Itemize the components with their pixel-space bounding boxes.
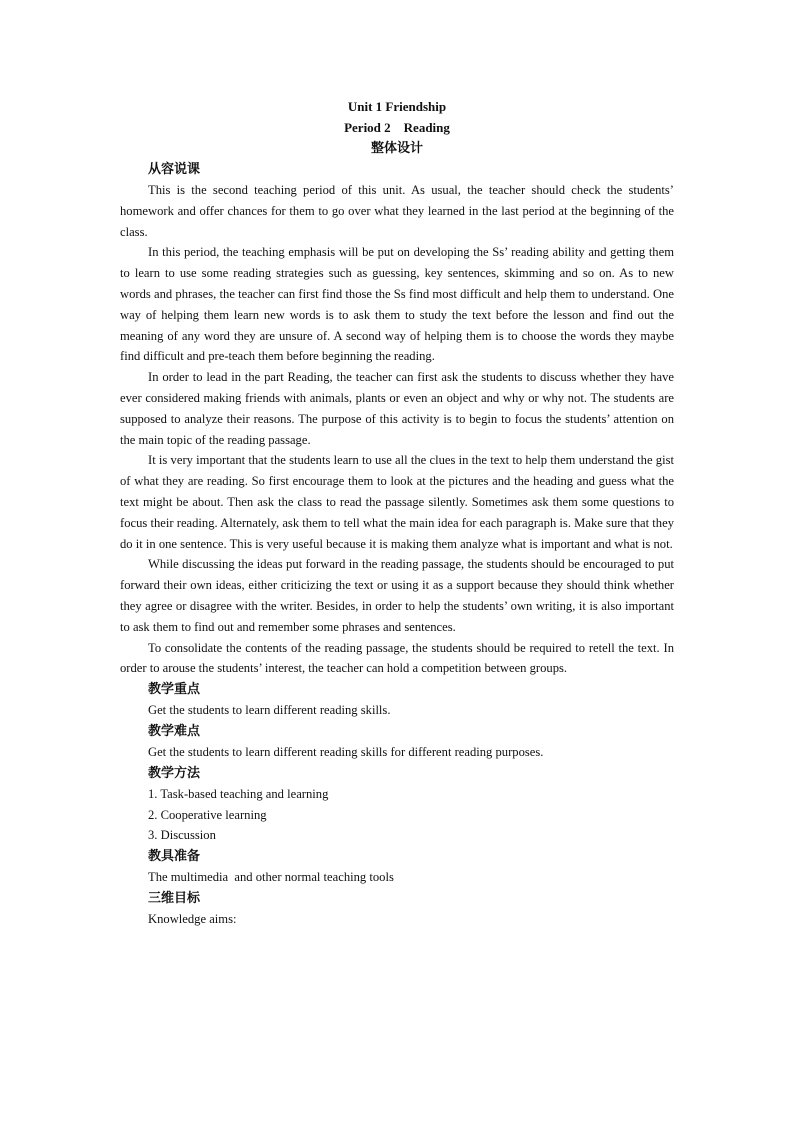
methods-heading: 教学方法 <box>148 765 201 781</box>
overview-heading: 从容说课 <box>148 162 201 177</box>
overview-paragraph-1: This is the second teaching period of this unit. As usual, the teacher should check the students’ homework and offer chances for them to go over what they learned in the last period at the beginning of the class. <box>120 183 674 239</box>
method-item-1: 1. Task-based teaching and learning <box>148 786 329 801</box>
overview-paragraph-3: In order to lead in the part Reading, the teacher can first ask the students to discuss whether they have ever considered making friends with animals, plants or even an object and why or why not. The students are supposed to analyze their reasons. The purpose of this activity is to begin to focus the students’ attention on the main topic of the reading passage. <box>120 370 674 447</box>
document-page <box>120 96 674 930</box>
key-points-text: Get the students to learn different reading skills. <box>148 703 391 718</box>
design-title: 整体设计 <box>370 141 423 156</box>
overview-paragraph-5: While discussing the ideas put forward in the reading passage, the students should be encouraged to put forward their own ideas, either criticizing the text or using it as a support because they should think whether they agree or disagree with the writer. Besides, in order to help the students’ own writing, it is also important to ask them to find out and remember some phrases and sentences. <box>120 557 674 634</box>
period-title: Period 2 Reading <box>344 120 450 135</box>
key-points-heading: 教学重点 <box>148 682 201 698</box>
difficult-points-text: Get the students to learn different reading skills for different reading purposes. <box>148 744 544 759</box>
aims-text: Knowledge aims: <box>148 911 237 926</box>
overview-paragraph-4: It is very important that the students learn to use all the clues in the text to help them understand the gist of what they are reading. So first encourage them to look at the pictures and the heading and guess what the text might be about. Then ask the class to read the passage silently. Sometimes ask them some questions to focus their reading. Alternately, ask them to tell what the main idea for each paragraph is. Make sure that they do it in one sentence. This is very useful because it is making them analyze what is important and what is not. <box>120 453 674 551</box>
aids-text: The multimedia and other normal teaching tools <box>148 870 394 885</box>
unit-title: Unit 1 Friendship <box>347 99 447 114</box>
overview-paragraph-2: In this period, the teaching emphasis will be put on developing the Ss’ reading ability and getting them to learn to use some reading strategies such as guessing, key sentences, skimming and so on. As to new words and phrases, the teacher can first find those the Ss find most difficult and help them to understand. One way of helping them learn new words is to ask them to study the text before the lesson and find out the meaning of any word they are unsure of. A second way of helping them is to choose the words they maybe find difficult and pre-teach them before beginning the reading. <box>120 245 674 364</box>
overview-paragraph-6: To consolidate the contents of the reading passage, the students should be required to retell the text. In order to arouse the students’ interest, the teacher can hold a competition between groups. <box>120 640 674 676</box>
method-item-3: 3. Discussion <box>148 828 216 843</box>
aims-heading: 三维目标 <box>148 890 201 906</box>
method-item-2: 2. Cooperative learning <box>148 807 267 822</box>
aids-heading: 教具准备 <box>148 849 201 865</box>
difficult-points-heading: 教学难点 <box>148 723 201 739</box>
